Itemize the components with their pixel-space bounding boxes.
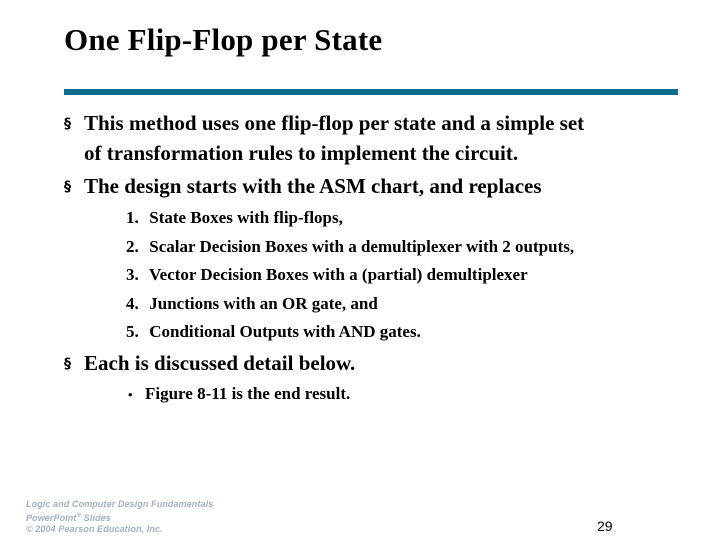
list-item-number: 4. xyxy=(126,293,139,313)
bullet-3 xyxy=(64,349,355,379)
sub-bullet xyxy=(128,384,350,404)
bullet-2 xyxy=(64,172,542,202)
bullet-dot-icon: • xyxy=(128,387,133,402)
bullet-1-line-2: of transformation rules to implement the circuit. xyxy=(84,141,519,165)
section-marker-icon: § xyxy=(64,116,71,132)
footer-line-3: © 2004 Pearson Education, Inc. xyxy=(26,524,163,534)
bullet-3-text: Each is discussed detail below. xyxy=(84,351,356,375)
list-item-text: State Boxes with flip-flops, xyxy=(149,208,343,227)
list-item xyxy=(126,233,574,262)
footer-line-2: PowerPoint® Slides xyxy=(26,512,111,523)
numbered-list xyxy=(126,204,574,347)
list-item-number: 3. xyxy=(126,265,139,284)
list-item xyxy=(126,261,574,290)
list-item-text: Junctions with an OR gate, and xyxy=(149,293,378,313)
bullet-2-text: The design starts with the ASM chart, and replaces xyxy=(84,174,542,198)
bullet-1-line-1: This method uses one flip-flop per state and a simple set xyxy=(84,111,585,135)
list-item-number: 1. xyxy=(126,208,139,227)
page-number: 29 xyxy=(597,518,613,534)
list-item-text: Conditional Outputs with AND gates. xyxy=(149,322,421,341)
list-item-number: 5. xyxy=(126,322,139,341)
footer-line-1: Logic and Computer Design Fundamentals xyxy=(26,499,214,509)
sub-bullet-text: Figure 8-11 is the end result. xyxy=(145,384,351,403)
publisher-footer xyxy=(26,499,213,536)
title-divider xyxy=(64,89,678,95)
list-item xyxy=(126,204,574,233)
list-item xyxy=(126,290,574,319)
list-item-text: Vector Decision Boxes with a (partial) demultiplexer xyxy=(148,265,528,284)
list-item-text: Scalar Decision Boxes with a demultiplexer with 2 outputs, xyxy=(149,236,575,256)
section-marker-icon: § xyxy=(64,356,71,372)
bullet-1 xyxy=(64,109,584,168)
list-item-number: 2. xyxy=(126,236,139,256)
list-item xyxy=(126,318,574,347)
slide-title: One Flip-Flop per State xyxy=(64,22,383,57)
section-marker-icon: § xyxy=(64,179,71,195)
